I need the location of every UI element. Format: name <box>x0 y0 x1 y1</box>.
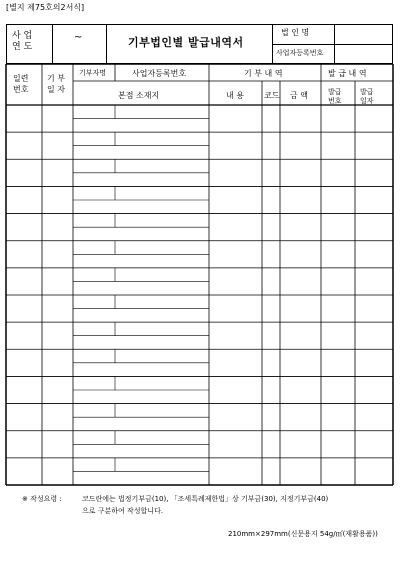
cell-issue-date[interactable] <box>356 269 392 294</box>
col-donation-date: 기 부 일 자 <box>47 74 65 94</box>
cell-issue-no[interactable] <box>322 350 354 375</box>
form-title: 기부법인별 발급내역서 <box>128 36 244 49</box>
cell-name[interactable] <box>74 459 114 471</box>
cell-serial[interactable] <box>7 215 41 240</box>
cell-address[interactable] <box>74 228 208 240</box>
cell-issue-date[interactable] <box>356 405 392 430</box>
cell-issue-date[interactable] <box>356 377 392 402</box>
cell-date[interactable] <box>43 323 72 348</box>
cell-issue-date[interactable] <box>356 323 392 348</box>
cell-code[interactable] <box>263 269 279 294</box>
cell-name[interactable] <box>74 323 114 335</box>
year-label: 사 업 연 도 <box>12 31 33 52</box>
cell-serial[interactable] <box>7 296 41 321</box>
note-label: ※ 작성요령 : <box>22 495 62 503</box>
cell-issue-no[interactable] <box>322 323 354 348</box>
cell-date[interactable] <box>43 459 72 484</box>
cell-serial[interactable] <box>7 106 41 131</box>
cell-bizno[interactable] <box>116 133 208 145</box>
form-label: [별지 제75호의2서식] <box>6 3 85 12</box>
cell-date[interactable] <box>43 269 72 294</box>
cell-serial[interactable] <box>7 377 41 402</box>
cell-content[interactable] <box>210 242 261 267</box>
col-donation-details: 기 부 내 역 <box>244 69 283 78</box>
biz-reg-label: 사업자등록번호 <box>276 49 324 57</box>
cell-name[interactable] <box>74 269 114 281</box>
cell-name[interactable] <box>74 215 114 227</box>
cell-serial[interactable] <box>7 405 41 430</box>
cell-issue-no[interactable] <box>322 459 354 484</box>
cell-code[interactable] <box>263 160 279 185</box>
cell-issue-date[interactable] <box>356 106 392 131</box>
cell-content[interactable] <box>210 215 261 240</box>
cell-name[interactable] <box>74 187 114 199</box>
cell-issue-date[interactable] <box>356 160 392 185</box>
cell-content[interactable] <box>210 323 261 348</box>
cell-date[interactable] <box>43 432 72 457</box>
cell-issue-date[interactable] <box>356 133 392 158</box>
cell-issue-no[interactable] <box>322 377 354 402</box>
cell-issue-date[interactable] <box>356 296 392 321</box>
cell-issue-date[interactable] <box>356 242 392 267</box>
col-address: 본점 소재지 <box>118 91 160 100</box>
cell-serial[interactable] <box>7 133 41 158</box>
cell-issue-no[interactable] <box>322 242 354 267</box>
cell-date[interactable] <box>43 377 72 402</box>
cell-bizno[interactable] <box>116 242 208 254</box>
cell-issue-date[interactable] <box>356 350 392 375</box>
cell-serial[interactable] <box>7 323 41 348</box>
cell-amount[interactable] <box>281 350 320 375</box>
cell-code[interactable] <box>263 215 279 240</box>
cell-date[interactable] <box>43 350 72 375</box>
cell-content[interactable] <box>210 377 261 402</box>
cell-issue-date[interactable] <box>356 187 392 212</box>
cell-address[interactable] <box>74 310 208 322</box>
col-issue-details: 발 급 내 역 <box>328 69 367 78</box>
cell-code[interactable] <box>263 106 279 131</box>
cell-content[interactable] <box>210 269 261 294</box>
cell-serial[interactable] <box>7 160 41 185</box>
cell-code[interactable] <box>263 432 279 457</box>
cell-issue-no[interactable] <box>322 187 354 212</box>
cell-bizno[interactable] <box>116 296 208 308</box>
cell-issue-no[interactable] <box>322 405 354 430</box>
cell-serial[interactable] <box>7 432 41 457</box>
cell-date[interactable] <box>43 106 72 131</box>
cell-bizno[interactable] <box>116 187 208 199</box>
cell-content[interactable] <box>210 296 261 321</box>
cell-date[interactable] <box>43 296 72 321</box>
cell-issue-date[interactable] <box>356 432 392 457</box>
cell-address[interactable] <box>74 174 208 186</box>
period-mark: ~ <box>74 32 83 43</box>
cell-address[interactable] <box>74 418 208 430</box>
cell-code[interactable] <box>263 405 279 430</box>
note-line-2: 으로 구분하여 작성합니다. <box>82 507 164 515</box>
cell-bizno[interactable] <box>116 405 208 417</box>
cell-date[interactable] <box>43 405 72 430</box>
col-donor-name: 기부자명 <box>79 69 107 77</box>
paper-spec: 210mm×297mm(신문용지 54g/㎡(재활용품)) <box>228 530 378 538</box>
cell-amount[interactable] <box>281 187 320 212</box>
cell-content[interactable] <box>210 106 261 131</box>
cell-name[interactable] <box>74 350 114 362</box>
cell-address[interactable] <box>74 255 208 267</box>
cell-amount[interactable] <box>281 323 320 348</box>
cell-address[interactable] <box>74 147 208 159</box>
cell-serial[interactable] <box>7 350 41 375</box>
cell-amount[interactable] <box>281 269 320 294</box>
cell-name[interactable] <box>74 133 114 145</box>
cell-code[interactable] <box>263 187 279 212</box>
cell-content[interactable] <box>210 432 261 457</box>
cell-date[interactable] <box>43 242 72 267</box>
col-donor-bizno: 사업자등록번호 <box>132 69 187 78</box>
cell-content[interactable] <box>210 459 261 484</box>
col-issue-no: 발급 번호 <box>328 88 342 105</box>
cell-amount[interactable] <box>281 133 320 158</box>
cell-issue-no[interactable] <box>322 133 354 158</box>
cell-bizno[interactable] <box>116 269 208 281</box>
cell-address[interactable] <box>74 445 208 457</box>
cell-name[interactable] <box>74 432 114 444</box>
cell-name[interactable] <box>74 242 114 254</box>
cell-serial[interactable] <box>7 269 41 294</box>
cell-name[interactable] <box>74 405 114 417</box>
cell-date[interactable] <box>43 160 72 185</box>
cell-address[interactable] <box>74 472 208 484</box>
cell-serial[interactable] <box>7 459 41 484</box>
cell-serial[interactable] <box>7 187 41 212</box>
cell-date[interactable] <box>43 215 72 240</box>
cell-address[interactable] <box>74 282 208 294</box>
cell-content[interactable] <box>210 133 261 158</box>
cell-bizno[interactable] <box>116 106 208 118</box>
cell-code[interactable] <box>263 242 279 267</box>
cell-amount[interactable] <box>281 296 320 321</box>
cell-code[interactable] <box>263 377 279 402</box>
cell-amount[interactable] <box>281 377 320 402</box>
cell-content[interactable] <box>210 187 261 212</box>
cell-issue-no[interactable] <box>322 160 354 185</box>
cell-content[interactable] <box>210 350 261 375</box>
cell-issue-date[interactable] <box>356 459 392 484</box>
cell-address[interactable] <box>74 120 208 132</box>
corp-name-label: 법 인 명 <box>281 28 310 37</box>
cell-code[interactable] <box>263 296 279 321</box>
col-amount: 금 액 <box>290 91 308 100</box>
cell-bizno[interactable] <box>116 160 208 172</box>
cell-bizno[interactable] <box>116 323 208 335</box>
cell-issue-no[interactable] <box>322 215 354 240</box>
cell-amount[interactable] <box>281 215 320 240</box>
cell-amount[interactable] <box>281 405 320 430</box>
cell-bizno[interactable] <box>116 432 208 444</box>
cell-issue-no[interactable] <box>322 296 354 321</box>
cell-name[interactable] <box>74 377 114 389</box>
col-content: 내 용 <box>226 91 244 100</box>
cell-issue-date[interactable] <box>356 215 392 240</box>
cell-name[interactable] <box>74 106 114 118</box>
cell-amount[interactable] <box>281 106 320 131</box>
col-serial: 일련 번호 <box>13 74 29 94</box>
cell-address[interactable] <box>74 337 208 349</box>
cell-bizno[interactable] <box>116 377 208 389</box>
cell-serial[interactable] <box>7 242 41 267</box>
cell-code[interactable] <box>263 133 279 158</box>
cell-code[interactable] <box>263 323 279 348</box>
cell-content[interactable] <box>210 160 261 185</box>
cell-bizno[interactable] <box>116 350 208 362</box>
cell-code[interactable] <box>263 350 279 375</box>
cell-address[interactable] <box>74 364 208 376</box>
cell-amount[interactable] <box>281 160 320 185</box>
cell-bizno[interactable] <box>116 215 208 227</box>
cell-date[interactable] <box>43 133 72 158</box>
col-code: 코드 <box>264 91 280 100</box>
cell-bizno[interactable] <box>116 459 208 471</box>
cell-amount[interactable] <box>281 242 320 267</box>
cell-issue-no[interactable] <box>322 106 354 131</box>
cell-issue-no[interactable] <box>322 432 354 457</box>
cell-date[interactable] <box>43 187 72 212</box>
note-line-1: 코드란에는 법정기부금(10), 「조세특례제한법」상 기부금(30), 지정기부금(40) <box>82 495 329 503</box>
cell-address[interactable] <box>74 201 208 213</box>
cell-code[interactable] <box>263 459 279 484</box>
cell-name[interactable] <box>74 296 114 308</box>
cell-amount[interactable] <box>281 459 320 484</box>
cell-issue-no[interactable] <box>322 269 354 294</box>
col-issue-date: 발급 일자 <box>360 88 374 105</box>
cell-content[interactable] <box>210 405 261 430</box>
cell-amount[interactable] <box>281 432 320 457</box>
cell-name[interactable] <box>74 160 114 172</box>
cell-address[interactable] <box>74 391 208 403</box>
